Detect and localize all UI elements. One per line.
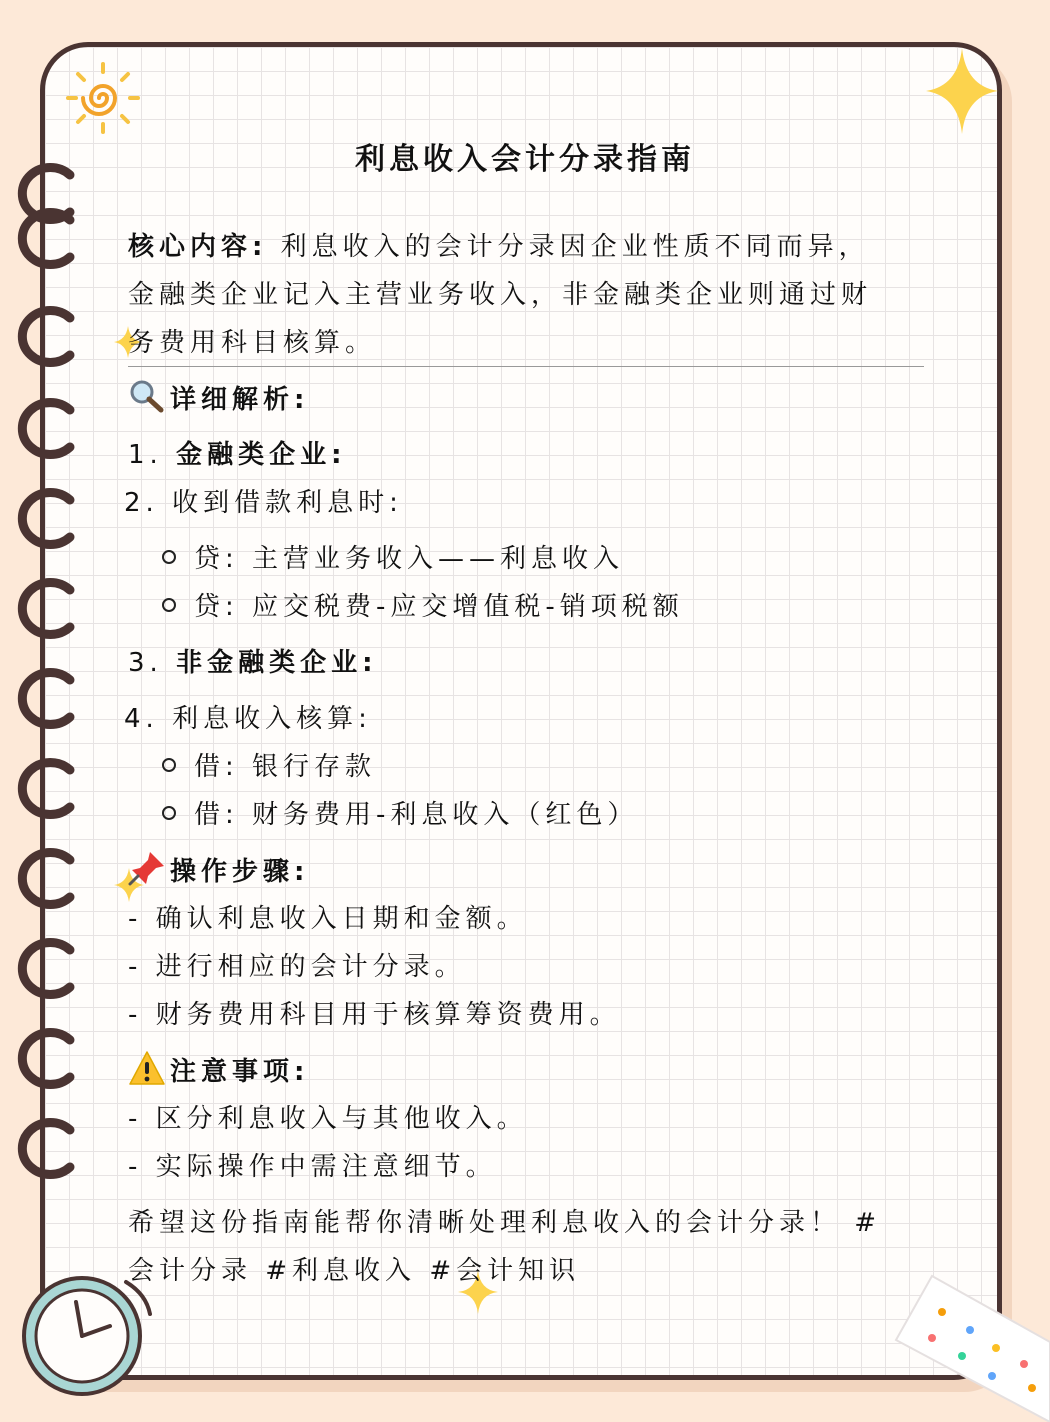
- washi-tape-icon: [892, 1272, 1050, 1422]
- sub-list-item: 借: 财务费用-利息收入（红色）: [162, 794, 638, 831]
- list-item: 4. 利息收入核算:: [124, 704, 372, 734]
- note-item: - 实际操作中需注意细节。: [128, 1152, 497, 1182]
- clock-icon: [18, 1272, 158, 1402]
- note-item: - 区分利息收入与其他收入。: [128, 1104, 528, 1134]
- steps-heading: 操作步骤:: [128, 850, 309, 888]
- page-title: 利息收入会计分录指南: [355, 142, 695, 177]
- ring-icon: [22, 1123, 70, 1175]
- ring-icon: [22, 311, 70, 363]
- core-text: 利息收入的会计分录因企业性质不同而异，: [280, 232, 870, 262]
- closing-line: 会计分录 #利息收入 #会计知识: [128, 1256, 581, 1286]
- ring-icon: [22, 583, 70, 635]
- bullet-icon: [162, 806, 176, 820]
- core-label: 核心内容:: [128, 232, 268, 262]
- notes-heading: 注意事项:: [128, 1050, 309, 1088]
- list-item: 2. 收到借款利息时:: [124, 488, 403, 518]
- ring-icon: [22, 763, 70, 815]
- warning-icon: [128, 1050, 166, 1086]
- ring-icon: [22, 672, 70, 724]
- step-item: - 财务费用科目用于核算筹资费用。: [128, 1000, 621, 1030]
- bullet-icon: [162, 598, 176, 612]
- ring-icon: [22, 403, 70, 455]
- ring-icon: [22, 852, 70, 904]
- closing-line: 希望这份指南能帮你清晰处理利息收入的会计分录！ #: [128, 1208, 882, 1238]
- pushpin-icon: [128, 850, 166, 886]
- sub-list-item: 借: 银行存款: [162, 746, 376, 783]
- core-paragraph-line: 务费用科目核算。: [128, 328, 377, 358]
- divider: [128, 366, 924, 367]
- ring-icon: [22, 943, 70, 995]
- sparkle-icon: [926, 48, 998, 134]
- sun-icon: [58, 58, 148, 138]
- step-item: - 确认利息收入日期和金额。: [128, 904, 528, 934]
- magnifier-icon: [128, 378, 166, 414]
- spiral-binding: [0, 0, 110, 1422]
- ring-icon: [22, 1033, 70, 1085]
- step-item: - 进行相应的会计分录。: [128, 952, 466, 982]
- core-paragraph-line: [128, 226, 870, 263]
- analysis-heading: 详细解析:: [128, 378, 309, 416]
- core-paragraph-line: 金融类企业记入主营业务收入，非金融类企业则通过财: [128, 280, 873, 310]
- bullet-icon: [162, 758, 176, 772]
- sub-list-item: 贷: 主营业务收入——利息收入: [162, 538, 624, 575]
- ring-icon: [22, 492, 70, 544]
- bullet-icon: [162, 550, 176, 564]
- list-item: 1. 金融类企业:: [128, 440, 347, 470]
- sub-list-item: 贷: 应交税费-应交增值税-销项税额: [162, 586, 684, 623]
- list-item: 3. 非金融类企业:: [128, 648, 378, 678]
